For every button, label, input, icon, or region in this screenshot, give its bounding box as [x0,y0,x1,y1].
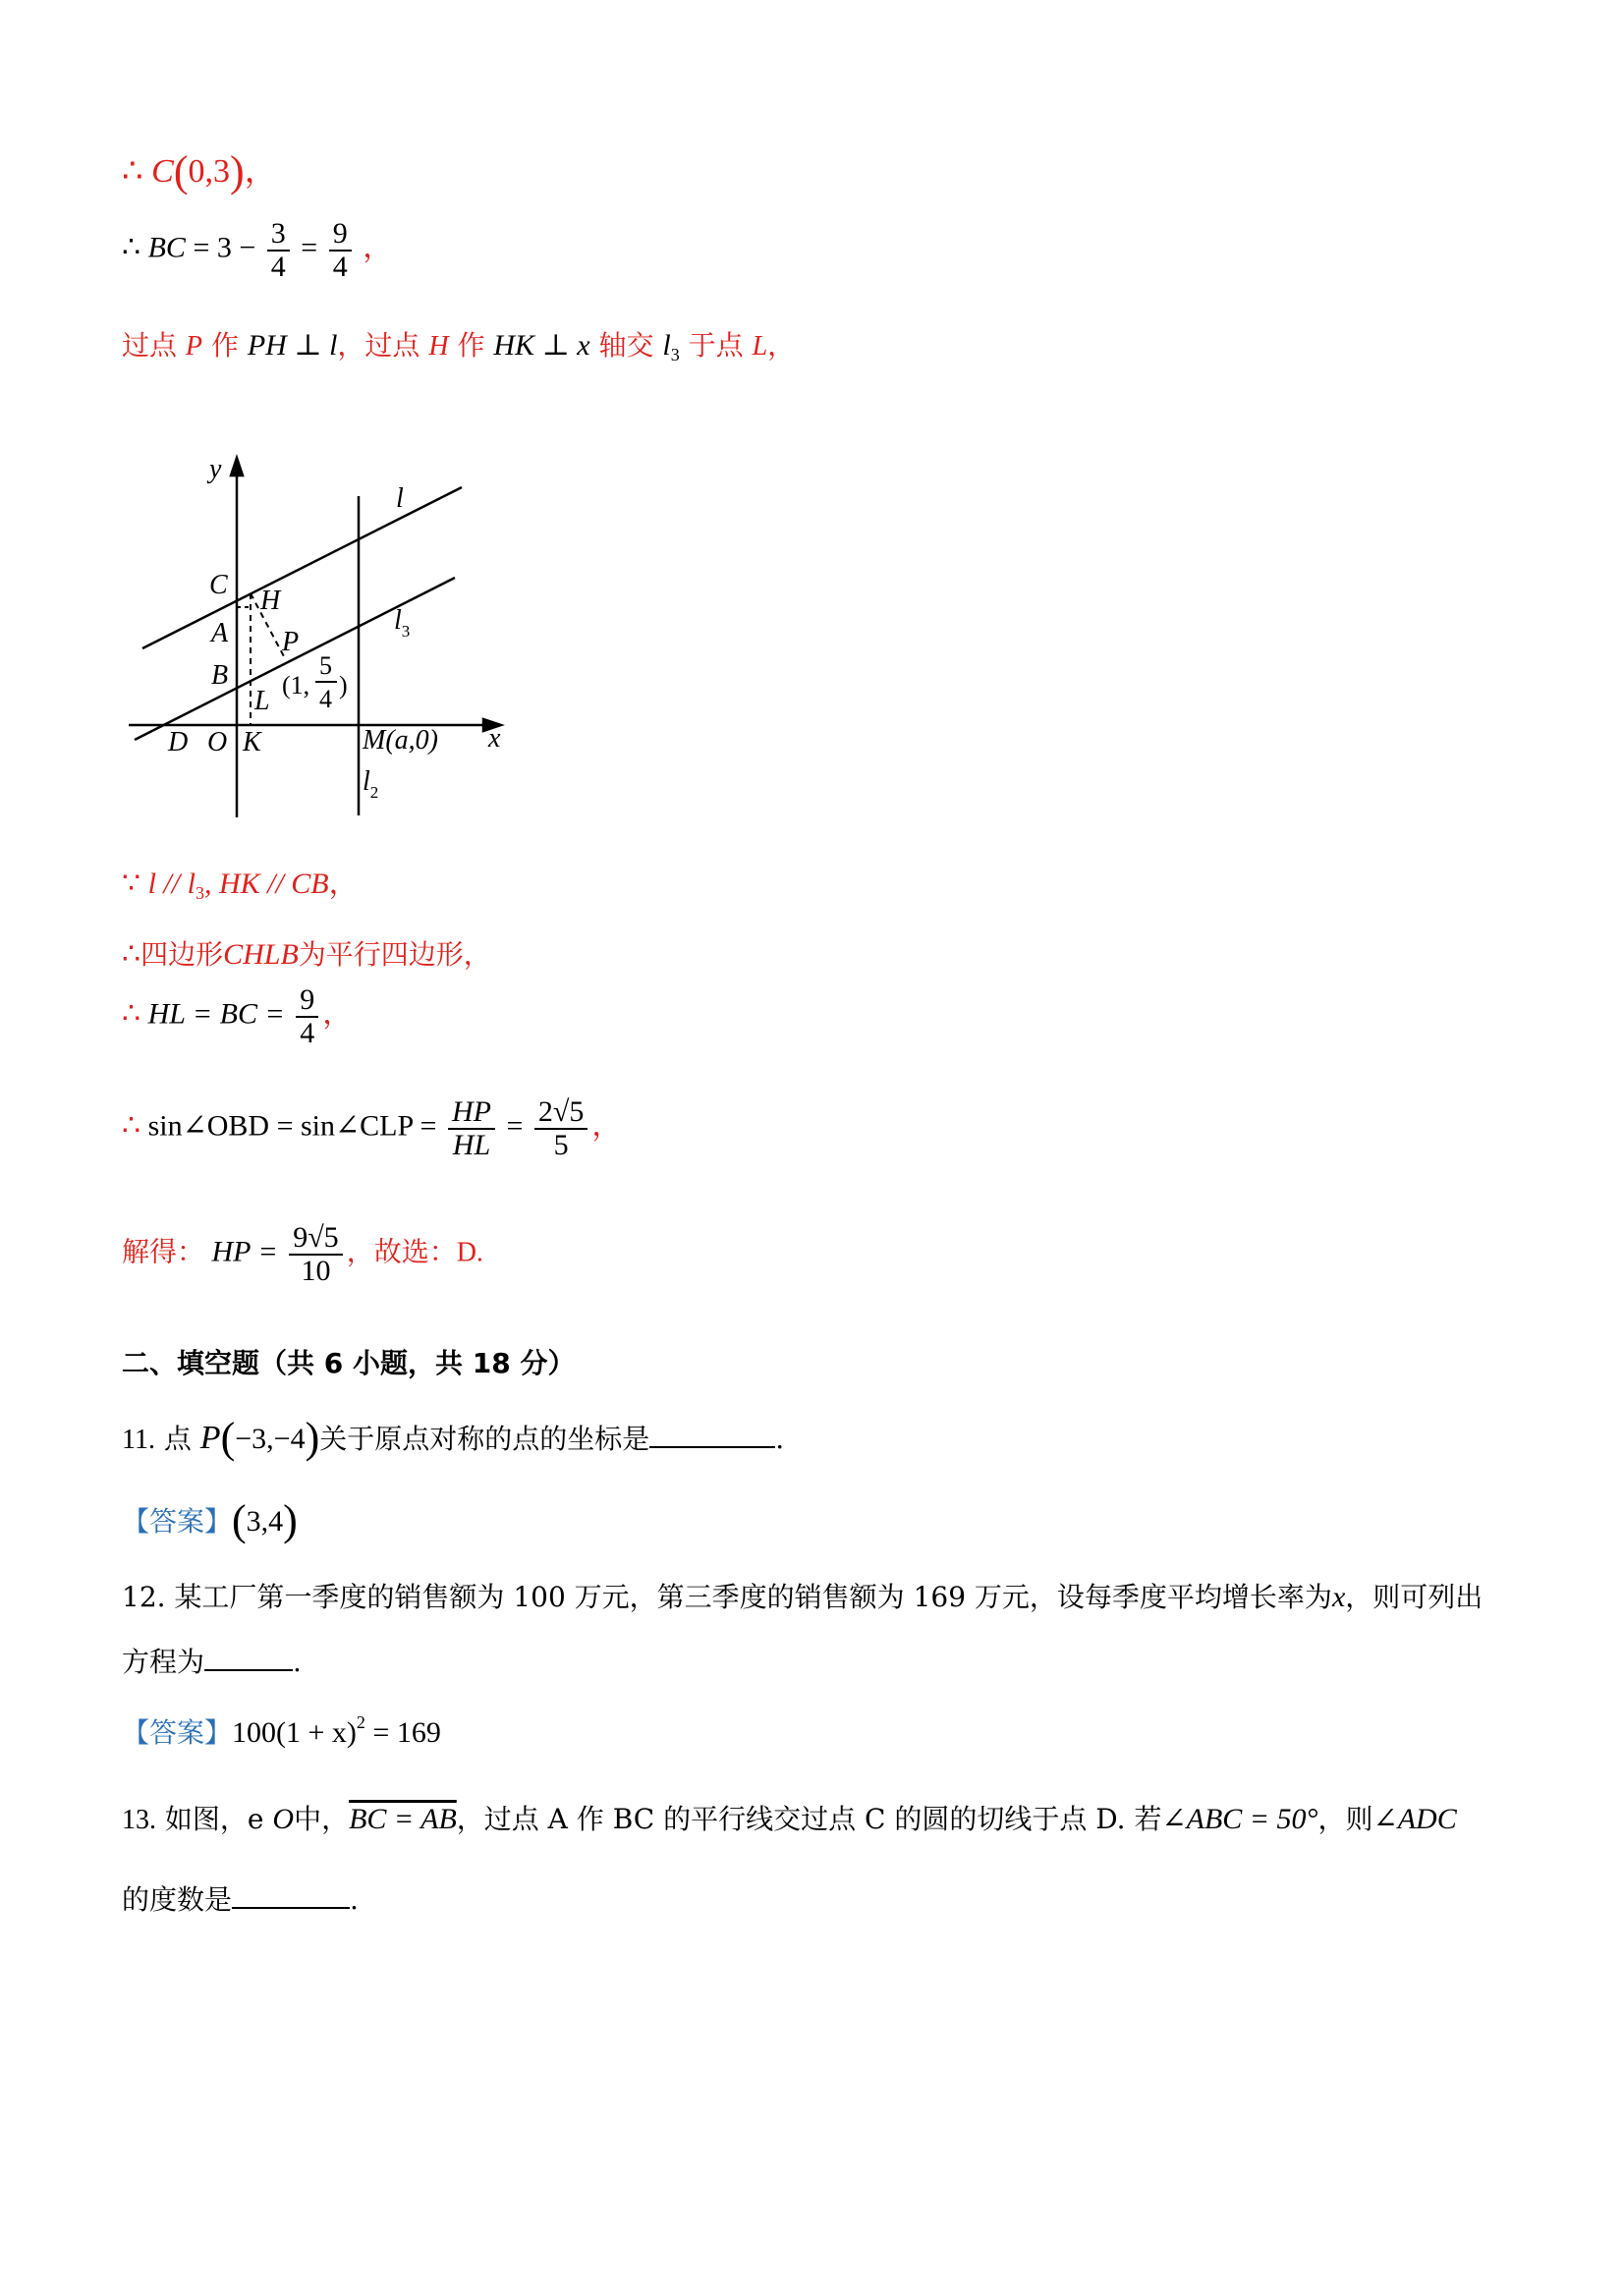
fraction [296,984,318,1048]
fraction [534,1096,588,1160]
expr-hk-perp-x: HK ⊥ x [493,329,590,362]
label-l3-sub: 3 [401,622,411,641]
answer-11 [122,1495,298,1545]
numerator: HP [448,1096,495,1130]
label-x: x [488,723,501,754]
equals: = [506,1109,524,1143]
expr: = 3 − [193,231,256,264]
var-x: x [1331,1581,1346,1613]
expr: HL = BC = [147,997,285,1031]
therefore-symbol: ∴ [122,231,141,264]
subscript: 3 [670,345,680,364]
expr: HP = [211,1235,278,1268]
answer-blank[interactable] [649,1427,775,1448]
numerator: 9√5 [289,1222,342,1256]
right-paren: ) [305,1414,320,1462]
point-label-prefix: (1, [282,671,310,700]
arc-equality: BC = AB [349,1803,457,1835]
answer-value: 3,4 [246,1505,284,1538]
label-a: A [211,618,229,648]
segment-bc: BC [147,231,186,264]
text: ，过点 A 作 BC 的平行线交过点 C 的圆的切线于点 D. 若 [456,1803,1162,1835]
coords: 0,3 [188,153,230,190]
period: . [350,1883,359,1916]
denominator: 4 [270,250,286,283]
answer-expr: 100(1 + x) [232,1716,357,1749]
therefore-symbol: ∴ [122,997,141,1031]
angle-adc: ∠ADC [1372,1803,1457,1835]
point-label-num: 5 [319,651,332,680]
question-13-line1 [122,1798,1457,1837]
because-symbol: ∵ [122,868,141,900]
expr: l // l [147,868,196,900]
y-axis-arrow [231,458,243,476]
text: 中， [294,1803,350,1835]
question-number: 13. [122,1805,156,1835]
text: 作 [210,329,239,362]
denominator: 4 [300,1016,315,1049]
fraction [329,218,352,282]
point-label-suffix: ) [339,671,348,700]
superscript: 2 [356,1712,365,1732]
period: . [775,1423,785,1455]
line-l3: l [662,329,671,362]
text: 方程为 [122,1646,205,1678]
numerator: 3 [267,218,290,252]
denominator: 5 [553,1128,569,1161]
text: ，过点 [337,329,420,362]
comma: ， [328,868,359,900]
label-y: y [209,454,222,484]
text: 点 [163,1423,192,1455]
answer-blank[interactable] [232,1887,350,1909]
question-number: 11. [122,1425,155,1455]
right-paren: ) [283,1496,298,1544]
answer-expr: = 169 [364,1716,441,1749]
circle-o: O [272,1803,295,1835]
question-12-line2 [122,1641,302,1680]
answer-12 [122,1711,441,1751]
label-l2-main: l [363,766,370,797]
comma: ， [363,231,393,264]
fraction [448,1096,495,1160]
numerator: 9 [296,984,318,1018]
point-l: L [752,331,768,362]
text: 关于原点对称的点的坐标是 [319,1423,650,1455]
line-solution [122,1222,483,1286]
expr: sin∠OBD = sin∠CLP = [147,1109,437,1143]
label-l-point: L [254,686,270,716]
solve-label: 解得： [122,1235,205,1268]
line-bc-value [122,218,392,282]
right-paren: ) [229,147,245,196]
label-l3-main: l [394,605,402,636]
answer-blank[interactable] [204,1650,293,1671]
denominator: 4 [332,250,348,283]
section-title: 二、填空题（共 6 小题，共 18 分） [122,1347,576,1379]
therefore-symbol: ∴ [122,938,141,971]
label-m: M(a,0) [363,725,438,756]
expr: , HK // CB [203,868,329,900]
text: 作 [457,329,485,362]
text: 过点 [122,329,178,362]
line-hl-value [122,984,352,1048]
point-h: H [428,331,449,362]
label-d: D [168,727,189,757]
left-paren: ( [173,147,189,196]
fraction [267,218,290,282]
answer-choice: ，故选：D. [346,1237,483,1268]
line-sin-equation [122,1096,621,1160]
numerator: 9 [329,218,352,252]
label-b: B [211,660,229,691]
question-11 [122,1413,784,1463]
text: ，则可列出 [1345,1581,1483,1613]
answer-tag: 【答案】 [122,1505,233,1538]
angle-abc: ∠ABC = 50° [1161,1803,1318,1835]
line-l [142,487,462,648]
subscript: 3 [195,883,204,903]
line-construction [122,324,795,365]
line-parallelogram [122,933,491,973]
quad-chlb: CHLB [223,938,299,971]
numerator: 2√5 [534,1096,588,1130]
text: 12. 某工厂第一季度的销售额为 100 万元，第三季度的销售额为 169 万元，设每季度平均增长率为 [122,1581,1332,1613]
label-o: O [207,727,228,757]
text: ， [767,329,796,362]
label-l: l [396,483,404,514]
text: 如图，e [164,1803,264,1835]
comma: ， [591,1109,622,1143]
answer-tag: 【答案】 [122,1716,233,1749]
denominator: 10 [301,1254,331,1287]
text: 的度数是 [122,1883,233,1916]
label-l3 [394,605,410,641]
comma: ， [322,997,353,1031]
label-p: P [282,627,300,657]
text: 为平行四边形， [298,938,491,971]
coords: −3,−4 [235,1423,306,1455]
question-13-line2 [122,1878,359,1918]
equals: = [301,231,318,264]
expr-ph-perp-l: PH ⊥ l [247,329,338,362]
therefore-symbol: ∴ [122,1109,141,1143]
label-h: H [260,586,281,616]
comma: ， [244,153,278,190]
point-c: C [151,153,174,190]
point-p: P [199,1420,221,1456]
line-parallel [122,859,359,904]
therefore-symbol: ∴ [122,153,143,190]
geometry-figure [123,452,526,825]
point-label-den: 4 [319,685,332,713]
left-paren: ( [232,1496,247,1544]
question-12-line1 [122,1576,1483,1615]
label-k: K [243,727,261,757]
label-l2 [363,766,378,802]
text: ，则 [1317,1803,1373,1835]
label-c: C [209,570,228,600]
line-l3 [135,578,455,740]
denominator: HL [452,1128,491,1161]
fraction [289,1222,342,1286]
text: 四边形 [140,938,224,971]
period: . [293,1646,302,1678]
left-paren: ( [220,1414,236,1462]
label-l2-sub: 2 [369,783,379,802]
text: 轴交 [598,329,654,362]
line-c-coordinates [122,143,278,196]
text: 于点 [688,329,744,362]
point-p: P [185,331,203,362]
